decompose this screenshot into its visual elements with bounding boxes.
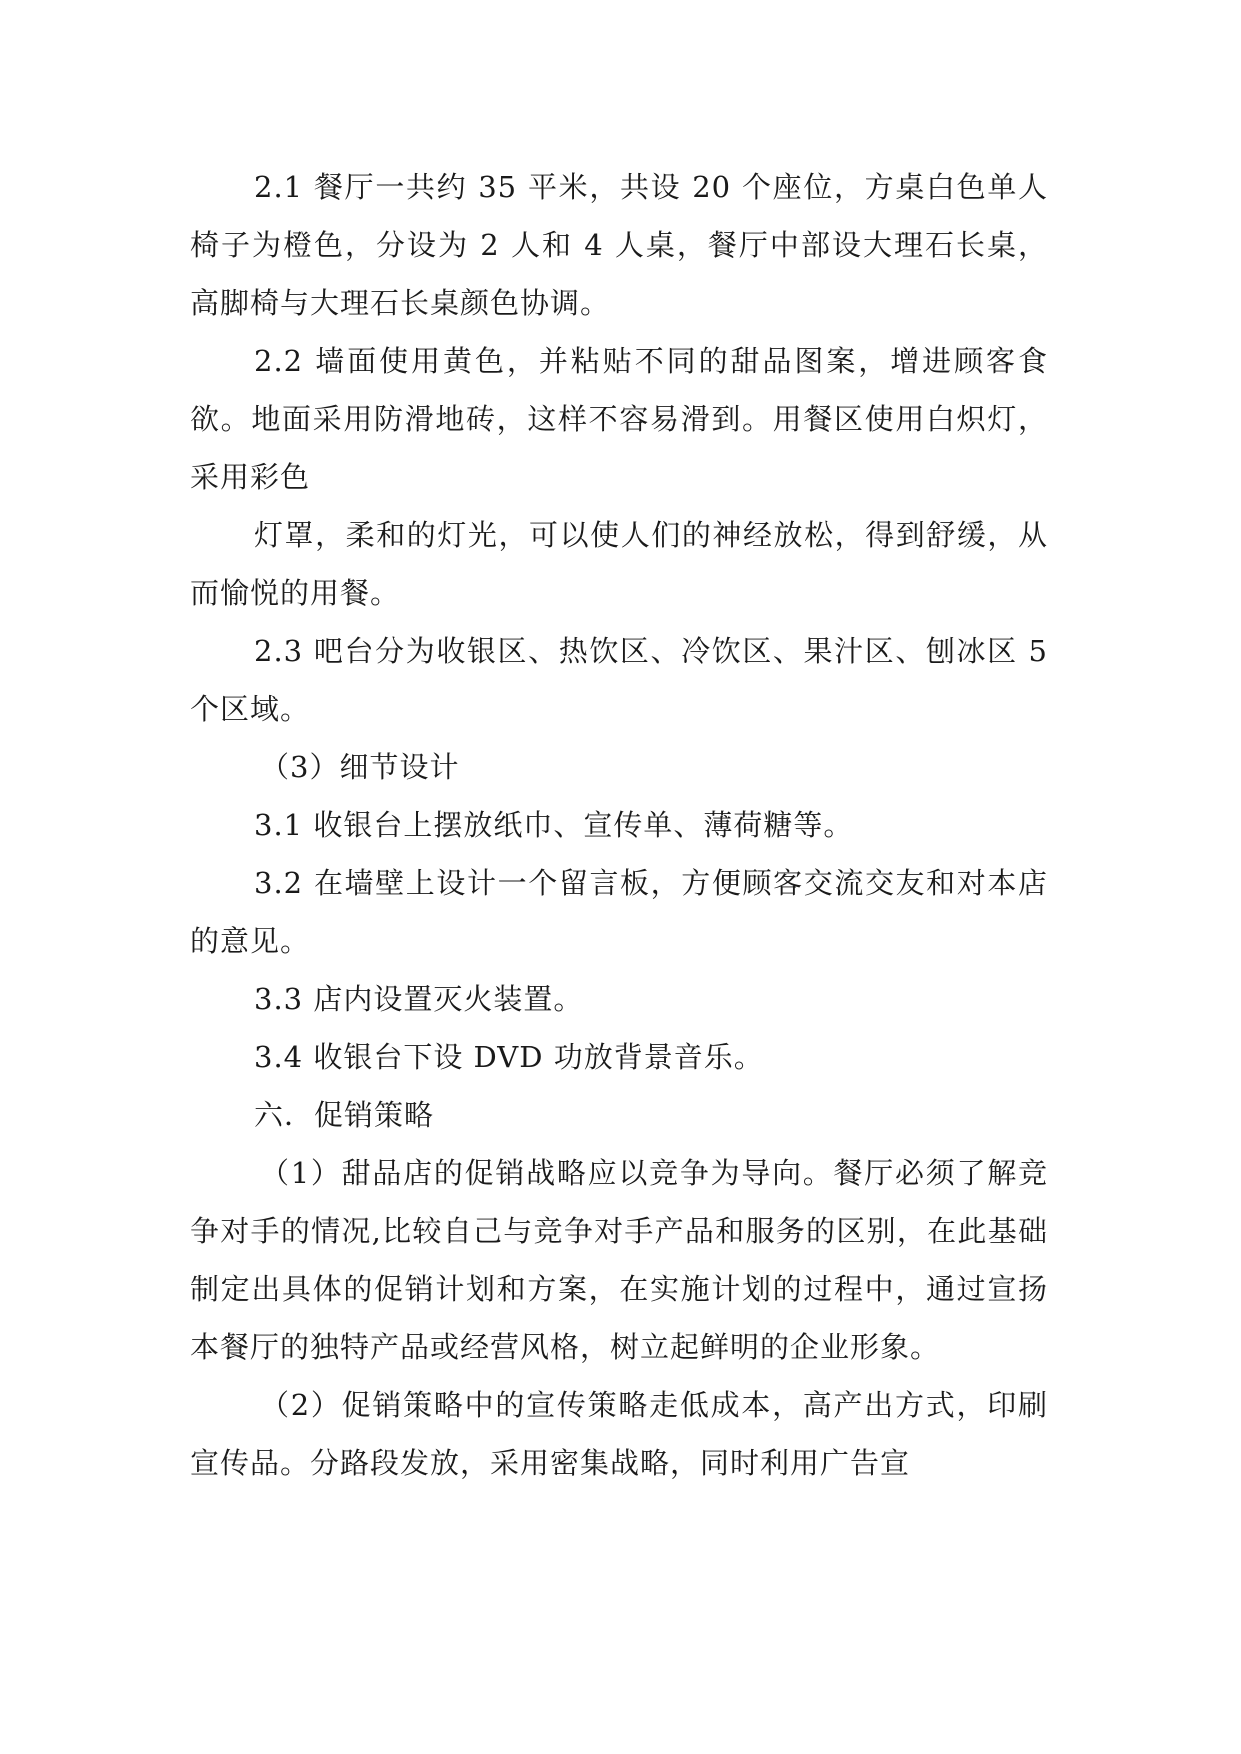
document-body (190, 158, 1048, 1492)
heading-promotion-strategy: 六．促销策略 (254, 1098, 435, 1132)
paragraph-2-3: 2.3 吧台分为收银区、热饮区、冷饮区、果汁区、刨冰区 5 个区域。 (190, 634, 1048, 726)
paragraph-2-1: 2.1 餐厅一共约 35 平米，共设 20 个座位，方桌白色单人椅子为橙色，分设为 2 人和 4 人桌，餐厅中部设大理石长桌，高脚椅与大理石长桌颜色协调。 (190, 170, 1048, 320)
paragraph-2-2: 2.2 墙面使用黄色，并粘贴不同的甜品图案，增进顾客食欲。地面采用防滑地砖，这样不容易滑到。用餐区使用白炽灯，采用彩色 (190, 344, 1048, 494)
paragraph-2-2-continued: 灯罩，柔和的灯光，可以使人们的神经放松，得到舒缓，从而愉悦的用餐。 (190, 518, 1048, 610)
paragraph-3-3: 3.3 店内设置灭火装置。 (254, 982, 584, 1016)
paragraph-3-4: 3.4 收银台下设 DVD 功放背景音乐。 (254, 1040, 764, 1074)
paragraph-promotion-2: （2）促销策略中的宣传策略走低成本，高产出方式，印刷宣传品。分路段发放，采用密集战略，同时利用广告宣 (190, 1388, 1048, 1480)
paragraph-3-2: 3.2 在墙壁上设计一个留言板，方便顾客交流交友和对本店的意见。 (190, 866, 1048, 958)
paragraph-3-1: 3.1 收银台上摆放纸巾、宣传单、薄荷糖等。 (254, 808, 854, 842)
paragraph-promotion-1: （1）甜品店的促销战略应以竞争为导向。餐厅必须了解竞争对手的情况,比较自己与竞争对手产品和服务的区别，在此基础制定出具体的促销计划和方案，在实施计划的过程中，通过宣扬本餐厅的独特产品或经营风格，树立起鲜明的企业形象。 (190, 1156, 1048, 1364)
heading-detail-design: （3）细节设计 (260, 750, 460, 784)
